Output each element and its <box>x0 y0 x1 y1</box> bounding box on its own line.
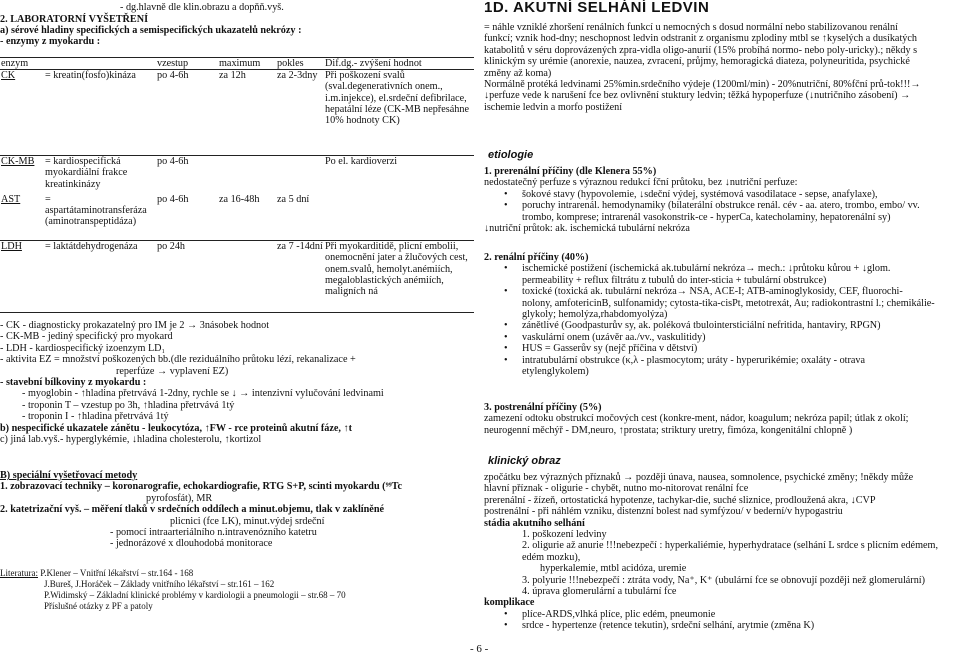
intro-line: ↓perfuze vede k narušení fce bez ovlivnění stuktury ledvin; těžká hypoperfuze (↓nutričního zásobení) → <box>484 90 911 102</box>
list-item: • HUS = Gasserův sy (nejč příčina v dětství) <box>522 343 958 354</box>
intro-line: funkcí; vznik hod-dny; neschopnost ledvin odstranit z organismu zplodiny mtbl se ↑kyselých a dusíkatých <box>484 33 917 45</box>
cell-pokles: za 7 -14dní <box>276 241 324 313</box>
complications-title: komplikace <box>484 597 535 609</box>
cell-vzestup: po 4-6h <box>156 194 218 241</box>
header-pokles: pokles <box>276 58 324 70</box>
prerenal <box>484 166 958 234</box>
stage-item: 4. úprava glomerulární a tubulární fce <box>522 586 677 598</box>
note-line: - LDH - kardiospecifický izoenzym LD₁ <box>0 342 166 354</box>
page-title: 1D. AKUTNÍ SELHÁNÍ LEDVIN <box>484 0 710 16</box>
cell-vzestup: po 4-6h <box>157 156 189 168</box>
list-item: • toxické (toxická ak. tubulární nekróza→ NSA, ACE-I; ATB-aminoglykosidy, CEF, fluorochi- <box>522 286 958 297</box>
table-row <box>0 241 474 313</box>
cell-enzym: LDH <box>0 241 44 313</box>
cell-vzestup: po 24h <box>156 241 218 313</box>
cell-maximum <box>218 156 276 194</box>
special-line: - pomocí intraarteriálního n.intravenózního katetru <box>110 527 317 539</box>
list-item-cont: nolony, amfotericinB, sulfonamidy; cytosta-tika-cisPt, metotrexát, Au; radiokontrastní l.; chemikálie- <box>522 297 935 309</box>
stage-item: 1. poškození ledviny <box>522 529 607 541</box>
special-methods <box>0 470 476 550</box>
intro-line: klinickým sy urémie (anorexie, nauzea, zvracení, průjmy, hemoragická diateza, polyneuritida, psychické <box>484 56 910 68</box>
literature <box>0 568 476 612</box>
special-title: B) speciální vyšetřovací metody <box>0 470 138 481</box>
cell-maximum: za 16-48h <box>218 194 276 241</box>
cell-dif: Při poškození svalů (sval.degenerativních onem., i.m.injekce), el.srdeční defibrilace, hepatální léze (CK-MB nepřesáhne 10% hodnoty CK) <box>324 70 474 156</box>
intro-line: ischemie ledvin a morfo postižení <box>484 101 623 113</box>
note-line: - troponin T – vzestup po 3h, ↑hladina přetrvává 1tý <box>22 399 235 411</box>
special-line: 1. zobrazovací techniky – koronarografie, echokardiografie, RTG S+P, scinti myokardu (⁹⁹Tc <box>0 481 403 493</box>
intro-line: změny až koma) <box>484 67 552 79</box>
postrenal-line: neurogenní měchýř - DM,neuro, ↑prostata; striktury uretry, fimóza, kongenitální chlopně ) <box>484 424 853 436</box>
literature-item: P.Klener – Vnitřní lékařství – str.164 - 168 <box>40 568 194 578</box>
note-line: - stavební bílkoviny z myokardu : <box>0 377 147 389</box>
cell-maximum <box>218 241 276 313</box>
list-item: • šokové stavy (hypovolemie, ↓sdeční výdej, systémová vasodilatace - sepse, anafylaxe), <box>522 189 958 200</box>
enzyme-notes <box>0 320 476 445</box>
note-line: b) nespecifické ukazatele zánětu - leukocytóza, ↑FW - rce proteinů akutní fáze, ↑t <box>0 422 352 434</box>
subtitle-a: a) sérové hladiny specifických a semispecifických ukazatelů nekrózy : <box>0 25 302 36</box>
clinic-line: zpočátku bez výrazných příznaků → později únava, nausea, somnolence, psychické změny; !někdy může <box>484 472 914 483</box>
section-title: 2. LABORATORNÍ VYŠETŘENÍ <box>0 14 149 25</box>
intro-line: = náhle vzniklé zhoršení renálních funkcí u nemocných s dosud normální nebo stabilizovanou renální <box>484 22 898 33</box>
clinic <box>484 472 958 632</box>
clinic-line: prerenální - žízeň, ortostatická hypotenze, tachykar-die, suché sliznice, prodloužená akra, ↓CVP <box>484 494 876 506</box>
special-line: pyrofosfát), MR <box>146 492 213 504</box>
note-line: - CK - diagnosticky prokazatelný pro IM je 2 → 3násobek hodnot <box>0 320 270 331</box>
literature-item: Příslušné otázky z PF a patoly <box>44 601 153 611</box>
list-item-cont: etylenglykolem) <box>522 366 589 378</box>
literature-item: P.Widimský – Základní klinické problémy v kardiologii a pneumologii – str.68 – 70 <box>44 590 346 600</box>
renal <box>484 252 958 377</box>
cell-enzym: CK <box>0 70 44 156</box>
header-enzym: enzym <box>0 58 156 70</box>
list-item: • poruchy intrarenál. hemodynamiky (bilaterální obstrukce renál. cév - aa. atero, trombo, embo/ vv. <box>522 200 958 211</box>
special-line: plicnici (fce LK), minut.výdej srdeční <box>170 515 325 527</box>
enzyme-table <box>0 57 474 313</box>
special-line: 2. katetrizační vyš. – měření tlaků v srdečních oddílech a minut.objemu, tlak v zaklíněné <box>0 504 385 516</box>
note-line: - myoglobin - ↑hladina přetrvává 1-2dny, rychle se ↓ → intenzivní vylučování ledvinami <box>22 388 384 400</box>
list-item: • plíce-ARDS,vlhká plíce, plic edém, pneumonie <box>522 609 958 620</box>
stage-item: 2. oligurie až anurie !!!nebezpečí : hyperkaliémie, hyperhydratace (selhání L srdce s plicním edémem, edém mozku), <box>522 540 938 563</box>
list-item: • zánětlivé (Goodpasturův sy, ak. poléková tbulointersticiální nefritida, hantaviry, RPGN) <box>522 320 958 331</box>
cell-desc: = laktátdehydrogenáza <box>44 241 156 313</box>
cell-dif <box>324 194 474 241</box>
intro <box>484 22 958 113</box>
cell-pokles: za 2-3dny <box>276 70 324 156</box>
note-line: - CK-MB - jediný specifický pro myokard <box>0 331 173 343</box>
table-row <box>0 156 474 194</box>
note-line: - aktivita EZ = množství poškozených bb.(dle reziduálního průtoku lézí, rekanalizace + <box>0 354 356 366</box>
prerenal-desc: nedostatečný perfuze s výraznou redukcí fční průtoku, bez ↓nutriční perfuze: <box>484 177 798 189</box>
postrenal-line: zamezení odtoku obstrukcí močových cest (konkre-ment, nádor, koagulum; nekróza papil; útlak z okolí; <box>484 413 909 425</box>
cell-enzym: CK-MB <box>1 156 35 168</box>
stage-item: 3. polyurie !!!nebezpečí : ztráta vody, Na⁺, K⁺ (ubulární fce se obnovují později než glomerulární) <box>522 574 926 586</box>
etiology-heading: etiologie <box>488 149 534 161</box>
cell-dif: Po el. kardioverzi <box>325 156 398 168</box>
clinic-line: hlavní příznak - oligurie - chybět, nutno mo-nitorovat renální fce <box>484 483 749 495</box>
prerenal-title: 1. prerenální příčiny (dle Klenera 55%) <box>484 166 657 177</box>
cell-enzym: AST <box>0 194 44 241</box>
cell-pokles: za 5 dní <box>276 194 324 241</box>
table-header-row <box>0 58 474 70</box>
cell-maximum: za 12h <box>218 70 276 156</box>
prerenal-tail: ↓nutriční průtok: ak. ischemická tubulární nekróza <box>484 223 690 235</box>
top-note: - dg.hlavně dle klin.obrazu a dopňň.vyš. <box>120 2 284 13</box>
header-difdg: Dif.dg.- zvýšení hodnot <box>324 58 474 70</box>
header-maximum: maximum <box>218 58 276 70</box>
list-item-cont: permeability + reflux filtrátu z tubulů do inter-sticia + tubulární obstrukce) <box>522 274 827 286</box>
clinic-line: postrenální - při náhlém vzniku, distenzní bolest nad symfýzou/ v bederní/v hypogastriu <box>484 506 843 518</box>
list-item: • intratubulární obstrukce (κ,λ - plasmocytom; uráty - hyperurikémie; oxaláty - otrava <box>522 355 958 366</box>
intro-line: Normálně protéká ledvinami 25%min.srdečního výdeje (1200ml/min) - 20%nutriční, 80%fční prů-tok!!!→ <box>484 79 921 91</box>
list-item-cont: glykoly; hemolýza,rhabdomyolýza) <box>522 309 668 321</box>
cell-vzestup: po 4-6h <box>156 70 218 156</box>
clinic-heading: klinický obraz <box>488 455 561 467</box>
literature-item: J.Bureš, J.Horáček – Základy vnitřního lékařství – str.161 – 162 <box>44 579 275 589</box>
cell-desc: = kreatin(fosfo)kináza <box>44 70 156 156</box>
renal-title: 2. renální příčiny (40%) <box>484 252 589 263</box>
cell-desc: = kardiospecifická myokardiální frakce kreatinkinázy <box>45 156 128 190</box>
header-vzestup: vzestup <box>156 58 218 70</box>
list-item: • srdce - hypertenze (retence tekutin), srdeční selhání, arytmie (změna K) <box>522 620 958 631</box>
intro-line: katabolitů v séru doprovázených zpra-vidla oligo-anurií (15% probíhá normo- nebo poly-uricky).; někdy s <box>484 44 918 56</box>
list-item: • ischemické postižení (ischemická ak.tubulární nekróza→ mech.: ↓průtoku kůrou + ↓glom. <box>522 263 958 274</box>
note-line: - troponin I - ↑hladina přetrvává 1tý <box>22 411 169 423</box>
table-row <box>0 194 474 241</box>
note-line: c) jiná lab.vyš.- hyperglykémie, ↓hladina cholesterolu, ↑kortizol <box>0 434 262 446</box>
postrenal-title: 3. postrenální příčiny (5%) <box>484 402 602 413</box>
page-number: - 6 - <box>470 643 489 655</box>
table-row <box>0 70 474 156</box>
special-line: - jednorázové x dlouhodobá monitorace <box>110 538 273 550</box>
subtitle-b: - enzymy z myokardu : <box>0 36 101 47</box>
cell-dif: Při myokarditidě, plicní embolii, onemocnění jater a žlučových cest, onem.svalů, hemolyt.anémiích, megaloblastických anémiích, maligních ná <box>324 241 474 313</box>
cell-desc: = aspartátaminotransferáza (aminotranspeptidáza) <box>44 194 156 241</box>
note-line: reperfúze → vyplavení EZ) <box>116 365 229 377</box>
list-item-cont: trombo, komprese; intrarenál vasokonstrik-ce - hyperCa, katecholaminy, hepatorenální sy) <box>522 211 891 223</box>
stage-item-cont: hyperkalemie, mtbl acidóza, uremie <box>540 563 687 575</box>
cell-pokles <box>276 156 324 194</box>
stages-title: stádia akutního selhání <box>484 517 585 529</box>
literature-label: Literatura: <box>0 568 38 578</box>
list-item: • vaskulární onem (uzávěr aa./vv., vaskulitidy) <box>522 332 958 343</box>
postrenal <box>484 402 958 436</box>
